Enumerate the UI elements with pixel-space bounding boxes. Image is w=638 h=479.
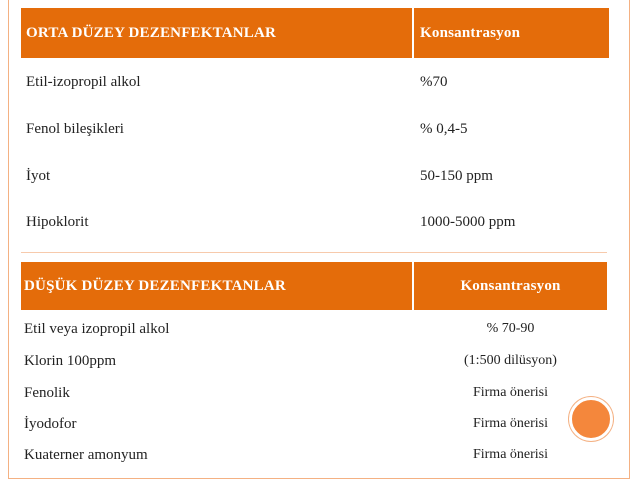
cell-concentration: 1000-5000 ppm (420, 213, 516, 230)
header-category: DÜŞÜK DÜZEY DEZENFEKTANLAR (21, 262, 412, 310)
cell-concentration: Firma önerisi (472, 416, 549, 431)
frame-left-line (8, 0, 9, 479)
cell-name: Fenolik (24, 384, 70, 401)
frame-right-line (629, 0, 630, 479)
cell-concentration: % 70-90 (486, 321, 535, 336)
cell-name: İyodofor (24, 415, 77, 432)
cell-name: Etil veya izopropil alkol (24, 320, 170, 337)
cell-name: Etil-izopropil alkol (26, 73, 141, 90)
decorative-circle (569, 397, 613, 441)
cell-name: Hipoklorit (26, 213, 89, 230)
cell-name: İyot (26, 167, 51, 184)
header-concentration: Konsantrasyon (414, 262, 607, 310)
cell-name: Fenol bileşikleri (26, 120, 124, 137)
cell-concentration: Firma önerisi (472, 385, 549, 400)
header-concentration: Konsantrasyon (414, 8, 609, 58)
intermediate-disinfectants-table (21, 8, 609, 243)
cell-concentration: % 0,4-5 (420, 120, 468, 137)
cell-concentration: 50-150 ppm (420, 167, 493, 184)
cell-concentration: Firma önerisi (472, 447, 549, 462)
header-category: ORTA DÜZEY DEZENFEKTANLAR (21, 8, 412, 58)
cell-concentration: %70 (420, 73, 448, 90)
cell-name: Klorin 100ppm (24, 352, 117, 369)
table-divider (21, 252, 607, 253)
cell-name: Kuaterner amonyum (24, 446, 148, 463)
low-level-disinfectants-table (21, 262, 607, 472)
cell-concentration: (1:500 dilüsyon) (464, 353, 557, 368)
